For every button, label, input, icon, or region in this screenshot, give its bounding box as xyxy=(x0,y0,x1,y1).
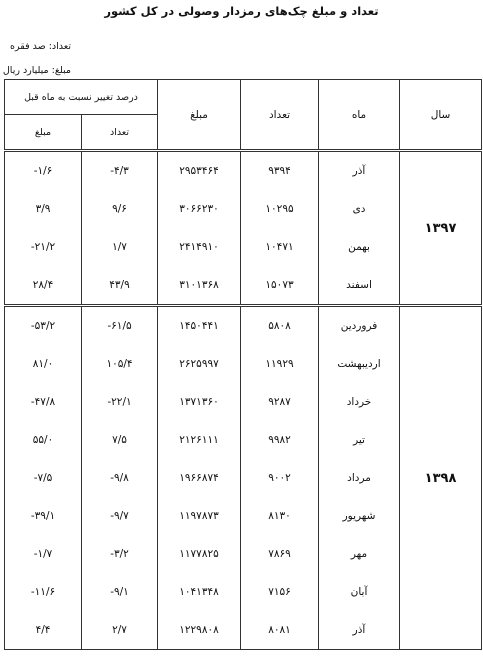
pct-count-cell: -۹/۸ xyxy=(82,459,158,497)
amount-cell: ۲۴۱۴۹۱۰ xyxy=(158,228,241,266)
month-cell: دی xyxy=(319,190,400,228)
count-cell: ۱۵۰۷۳ xyxy=(241,266,319,306)
pct-amount-cell: ۴/۴ xyxy=(5,611,82,650)
amount-header: مبلغ xyxy=(158,80,241,151)
pct-count-cell: ۱۰۵/۴ xyxy=(82,345,158,383)
count-cell: ۸۰۸۱ xyxy=(241,611,319,650)
count-cell: ۸۱۳۰ xyxy=(241,497,319,535)
count-cell: ۹۲۸۷ xyxy=(241,383,319,421)
pct-amount-cell: ۳/۹ xyxy=(5,190,82,228)
month-cell: خرداد xyxy=(319,383,400,421)
pct-count-cell: ۱/۷ xyxy=(82,228,158,266)
pct-amount-cell: -۵۳/۲ xyxy=(5,306,82,346)
amount-cell: ۲۶۲۵۹۹۷ xyxy=(158,345,241,383)
month-cell: تیر xyxy=(319,421,400,459)
pct-count-cell: ۷/۵ xyxy=(82,421,158,459)
pct-amount-cell: -۷/۵ xyxy=(5,459,82,497)
pct-count-cell: ۲/۷ xyxy=(82,611,158,650)
pct-amount-cell: ۸۱/۰ xyxy=(5,345,82,383)
amount-cell: ۳۱۰۱۳۶۸ xyxy=(158,266,241,306)
amount-unit-note: مبلغ: میلیارد ریال xyxy=(2,65,71,76)
count-cell: ۹۰۰۲ xyxy=(241,459,319,497)
amount-cell: ۲۹۵۳۴۶۴ xyxy=(158,151,241,191)
month-cell: آذر xyxy=(319,151,400,191)
pct-amount-cell: -۴۷/۸ xyxy=(5,383,82,421)
pct-amount-cell: -۳۹/۱ xyxy=(5,497,82,535)
amount-cell: ۱۹۶۶۸۷۴ xyxy=(158,459,241,497)
amount-cell: ۱۰۴۱۳۴۸ xyxy=(158,573,241,611)
year-header: سال xyxy=(400,80,482,151)
pct-amount-cell: -۲۱/۲ xyxy=(5,228,82,266)
count-cell: ۵۸۰۸ xyxy=(241,306,319,346)
count-cell: ۹۹۸۲ xyxy=(241,421,319,459)
pct-count-cell: -۹/۷ xyxy=(82,497,158,535)
month-cell: مرداد xyxy=(319,459,400,497)
pct-amount-cell: -۱/۶ xyxy=(5,151,82,191)
month-cell: شهریور xyxy=(319,497,400,535)
table-row xyxy=(5,151,482,191)
count-unit-note: تعداد: صد فقره xyxy=(10,41,71,52)
pct-amount-cell: ۵۵/۰ xyxy=(5,421,82,459)
pct-change-header: درصد تغییر نسبت به ماه قبل xyxy=(5,80,158,115)
month-cell: فروردین xyxy=(319,306,400,346)
month-cell: اسفند xyxy=(319,266,400,306)
month-cell: مهر xyxy=(319,535,400,573)
pct-count-cell: -۴/۳ xyxy=(82,151,158,191)
year-cell: ۱۳۹۸ xyxy=(400,306,482,650)
pct-amount-cell: ۲۸/۴ xyxy=(5,266,82,306)
pct-count-cell: -۹/۱ xyxy=(82,573,158,611)
pct-count-cell: -۳/۲ xyxy=(82,535,158,573)
amount-cell: ۱۱۹۷۸۷۳ xyxy=(158,497,241,535)
month-cell: آبان xyxy=(319,573,400,611)
pct-amount-header: مبلغ xyxy=(5,115,82,151)
count-header: تعداد xyxy=(241,80,319,151)
month-cell: بهمن xyxy=(319,228,400,266)
amount-cell: ۲۱۲۶۱۱۱ xyxy=(158,421,241,459)
month-cell: آذر xyxy=(319,611,400,650)
count-cell: ۹۳۹۴ xyxy=(241,151,319,191)
count-cell: ۱۰۴۷۱ xyxy=(241,228,319,266)
pct-count-cell: -۲۲/۱ xyxy=(82,383,158,421)
month-cell: اردیبهشت xyxy=(319,345,400,383)
checks-table xyxy=(4,79,482,650)
page-title: تعداد و مبلغ چک‌های رمزدار وصولی در کل کشور xyxy=(104,4,379,18)
pct-amount-cell: -۱۱/۶ xyxy=(5,573,82,611)
pct-count-cell: -۶۱/۵ xyxy=(82,306,158,346)
pct-count-header: تعداد xyxy=(82,115,158,151)
pct-count-cell: ۹/۶ xyxy=(82,190,158,228)
table-body xyxy=(5,151,482,650)
amount-cell: ۱۴۵۰۴۴۱ xyxy=(158,306,241,346)
amount-cell: ۱۱۷۷۸۲۵ xyxy=(158,535,241,573)
table-row xyxy=(5,306,482,346)
amount-cell: ۳۰۶۶۲۳۰ xyxy=(158,190,241,228)
count-cell: ۷۸۶۹ xyxy=(241,535,319,573)
count-cell: ۷۱۵۶ xyxy=(241,573,319,611)
count-cell: ۱۰۲۹۵ xyxy=(241,190,319,228)
count-cell: ۱۱۹۲۹ xyxy=(241,345,319,383)
pct-count-cell: ۴۳/۹ xyxy=(82,266,158,306)
amount-cell: ۱۲۲۹۸۰۸ xyxy=(158,611,241,650)
amount-cell: ۱۳۷۱۳۶۰ xyxy=(158,383,241,421)
month-header: ماه xyxy=(319,80,400,151)
year-cell: ۱۳۹۷ xyxy=(400,151,482,306)
pct-amount-cell: -۱/۷ xyxy=(5,535,82,573)
